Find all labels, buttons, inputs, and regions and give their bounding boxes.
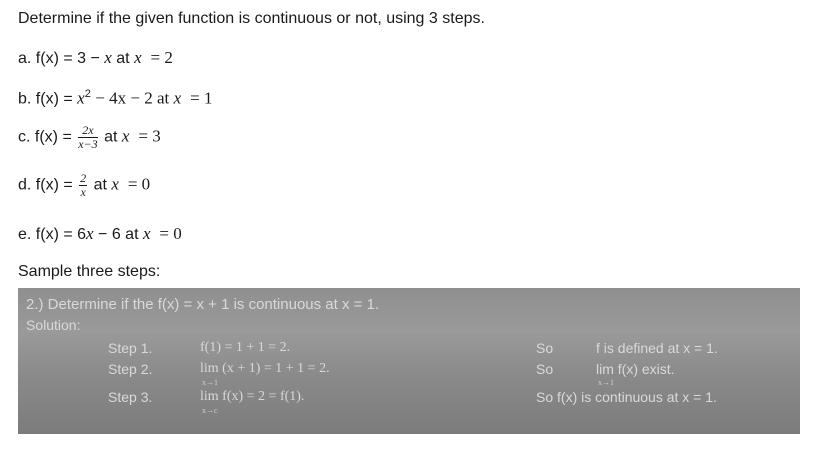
sample-problem: 2.) Determine if the f(x) = x + 1 is continuous at x = 1.	[26, 296, 380, 313]
problem-a-var2: x	[134, 48, 142, 67]
problem-d-label: d. f(x) =	[18, 176, 73, 194]
step-3-expr: lim f(x) = 2 = f(1).	[200, 389, 305, 404]
problem-a-value: = 2	[150, 48, 173, 67]
problem-a	[18, 48, 173, 68]
problem-c-denominator: x−3	[78, 137, 98, 151]
problem-d-value: = 0	[127, 174, 151, 194]
problem-c-fraction	[78, 124, 97, 151]
problem-e-var2: x	[142, 224, 151, 243]
problem-e-var: x	[86, 224, 94, 243]
step-1-label: Step 1.	[108, 340, 153, 356]
step-1-conclusion: f is defined at x = 1.	[596, 340, 718, 356]
instruction-title: Determine if the given function is continuous or not, using 3 steps.	[18, 10, 485, 27]
problem-c	[18, 124, 161, 151]
step-2-expr: lim (x + 1) = 1 + 1 = 2.	[200, 361, 330, 376]
step-2-label: Step 2.	[108, 361, 153, 377]
problem-a-label: a. f(x) = 3 −	[18, 50, 100, 67]
problem-d-fraction	[79, 172, 87, 199]
problem-c-label: c. f(x) =	[18, 128, 72, 146]
problem-e	[18, 224, 182, 244]
step-1-expr: f(1) = 1 + 1 = 2.	[200, 340, 291, 355]
problem-b-exponent: 2	[84, 88, 91, 100]
sample-solution-photo	[18, 288, 800, 434]
problem-e-value: = 0	[159, 224, 182, 243]
step-3-conclusion: So f(x) is continuous at x = 1.	[536, 389, 717, 405]
sample-heading: Sample three steps:	[18, 263, 161, 280]
problem-b-x: x	[77, 88, 85, 108]
problem-e-mid: − 6 at	[98, 226, 139, 243]
step-2-conclusion: lim f(x) exist.	[596, 361, 675, 377]
problem-d-at: at	[93, 176, 107, 194]
problem-c-numerator: 2x	[78, 124, 97, 138]
problem-b-label: b. f(x) =	[18, 90, 73, 108]
problem-d	[18, 172, 150, 199]
problem-e-label: e. f(x) = 6	[18, 226, 87, 243]
problem-c-value: = 3	[138, 126, 161, 146]
step-1-so: So	[536, 340, 554, 356]
problem-d-numerator: 2	[80, 171, 87, 185]
problem-b	[18, 88, 212, 108]
problem-c-at: at	[104, 128, 118, 146]
step-2-limit-subscript: x→1	[202, 378, 218, 387]
solution-label: Solution:	[26, 317, 81, 333]
problem-d-denominator: x	[80, 185, 86, 199]
problem-c-var: x	[121, 126, 130, 146]
problem-a-var: x	[104, 48, 112, 67]
problem-d-var: x	[111, 174, 119, 194]
problem-b-var: x	[173, 88, 182, 108]
problem-b-rest: − 4x − 2 at	[95, 88, 170, 108]
step-3-limit-subscript: x→c	[202, 406, 218, 415]
step-2-conclusion-subscript: x→1	[598, 378, 614, 387]
step-2-so: So	[536, 361, 554, 377]
problem-b-value: = 1	[190, 88, 213, 108]
step-3-label: Step 3.	[108, 389, 153, 405]
problem-a-at: at	[116, 50, 130, 67]
